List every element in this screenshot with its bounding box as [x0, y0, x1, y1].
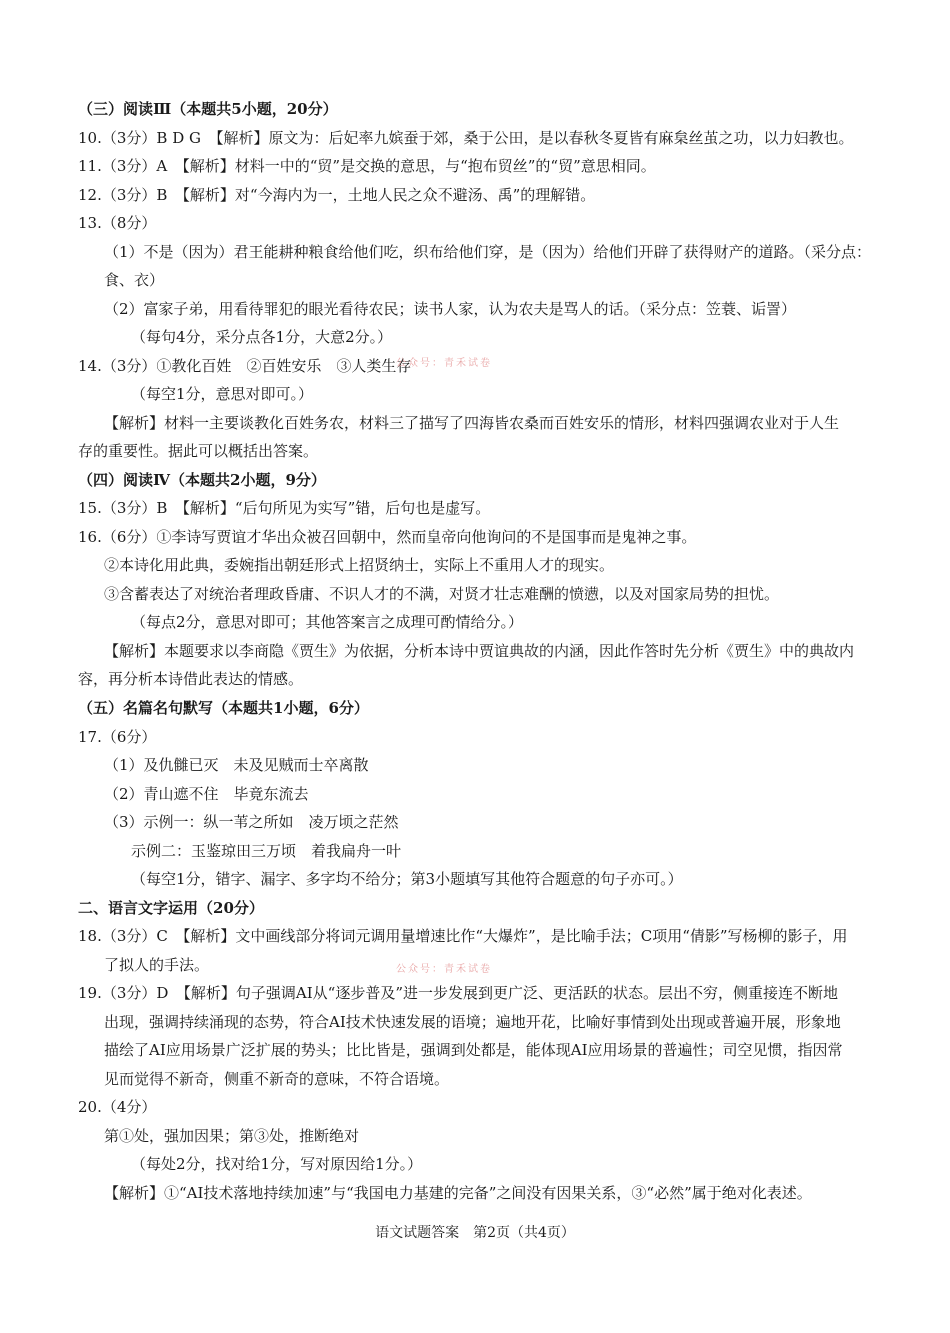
scoring-note: （每空1分，错字、漏字、多字均不给分；第3小题填写其他符合题意的句子亦可。）	[131, 870, 683, 888]
scoring-note: （每点2分，意思对即可；其他答案言之成理可酌情给分。）	[131, 613, 524, 631]
answer-line: 19.（3分）D 【解析】句子强调AI从“逐步普及”进一步发展到更广泛、更活跃的状态。层出不穷，侧重接连不断地	[78, 984, 839, 1002]
answer-line: （3）示例一：纵一苇之所如 凌万顷之茫然	[104, 813, 399, 831]
analysis-line: 【解析】材料一主要谈教化百姓务农，材料三了描写了四海皆农桑而百姓安乐的情形，材料四强调农业对于人生	[104, 414, 840, 432]
answer-line: （1）及仇雠已灭 未及见贼而士卒离散	[104, 756, 369, 774]
scoring-note: （每句4分，采分点各1分，大意2分。）	[131, 328, 393, 346]
answer-line: 第①处，强加因果；第③处，推断绝对	[104, 1127, 360, 1145]
answer-line: 见而觉得不新奇，侧重不新奇的意味，不符合语境。	[104, 1070, 450, 1088]
section-heading-language-use: 二、语言文字运用（20分）	[78, 899, 264, 917]
answer-line: （2）青山遮不住 毕竟东流去	[104, 785, 309, 803]
answer-line: ③含蓄表达了对统治者理政昏庸、不识人才的不满，对贤才壮志难酬的愤懑，以及对国家局势的担忧。	[104, 585, 780, 603]
answer-line: 18.（3分）C 【解析】文中画线部分将词元调用量增速比作“大爆炸”，是比喻手法；C项用“倩影”写杨柳的影子，用	[78, 927, 848, 945]
section-heading-recitation: （五）名篇名句默写（本题共1小题，6分）	[78, 699, 369, 717]
answer-line: 17.（6分）	[78, 728, 157, 746]
answer-line: 10.（3分）B D G 【解析】原文为：后妃率九嫔蚕于郊，桑于公田，是以春秋冬夏皆有麻枲丝茧之功，以力妇教也。	[78, 129, 854, 147]
section-heading-reading-4: （四）阅读Ⅳ（本题共2小题，9分）	[78, 471, 326, 489]
section-heading-reading-3: （三）阅读Ⅲ（本题共5小题，20分）	[78, 100, 338, 118]
answer-line: 14.（3分）①教化百姓 ②百姓安乐 ③人类生存	[78, 357, 412, 375]
analysis-line: 存的重要性。据此可以概括出答案。	[78, 442, 319, 460]
watermark: 公众号：青禾试卷	[396, 964, 492, 975]
analysis-line: 【解析】①“AI技术落地持续加速”与“我国电力基建的完备”之间没有因果关系，③“必然”属于绝对化表述。	[104, 1184, 812, 1202]
answer-line: 13.（8分）	[78, 214, 157, 232]
analysis-line: 容，再分析本诗借此表达的情感。	[78, 670, 304, 688]
answer-line: 了拟人的手法。	[104, 956, 210, 974]
answer-line: 16.（6分）①李诗写贾谊才华出众被召回朝中，然而皇帝向他询问的不是国事而是鬼神之事。	[78, 528, 697, 546]
scoring-note: （每处2分，找对给1分，写对原因给1分。）	[131, 1155, 423, 1173]
answer-line: （2）富家子弟，用看待罪犯的眼光看待农民；读书人家，认为农夫是骂人的话。（采分点：笠蓑、诟詈）	[104, 300, 797, 318]
answer-line: 12.（3分）B 【解析】对“今海内为一，土地人民之众不避汤、禹”的理解错。	[78, 186, 596, 204]
analysis-line: 【解析】本题要求以李商隐《贾生》为依据，分析本诗中贾谊典故的内涵，因此作答时先分析《贾生》中的典故内	[104, 642, 855, 660]
page-footer: 语文试题答案 第2页（共4页）	[375, 1225, 575, 1241]
answer-line: 出现，强调持续涌现的态势，符合AI技术快速发展的语境；遍地开花，比喻好事情到处出现或普遍开展，形象地	[104, 1013, 841, 1031]
answer-line: 20.（4分）	[78, 1098, 157, 1116]
answer-line: 描绘了AI应用场景广泛扩展的势头；比比皆是，强调到处都是，能体现AI应用场景的普遍性；司空见惯，指因常	[104, 1041, 843, 1059]
answer-line: ②本诗化用此典，委婉指出朝廷形式上招贤纳士，实际上不重用人才的现实。	[104, 556, 615, 574]
answer-line: 15.（3分）B 【解析】“后句所见为实写”错，后句也是虚写。	[78, 499, 491, 517]
watermark: 公众号：青禾试卷	[396, 358, 492, 369]
answer-line: 示例二：玉鉴琼田三万顷 着我扁舟一叶	[131, 842, 402, 860]
answer-line: （1）不是（因为）君王能耕种粮食给他们吃，织布给他们穿，是（因为）给他们开辟了获得财产的道路。（采分点：	[104, 243, 872, 261]
answer-line: 食、衣）	[104, 271, 165, 289]
answer-line: 11.（3分）A 【解析】材料一中的“贸”是交换的意思，与“抱布贸丝”的“贸”意思相同。	[78, 157, 656, 175]
scoring-note: （每空1分，意思对即可。）	[131, 385, 314, 403]
